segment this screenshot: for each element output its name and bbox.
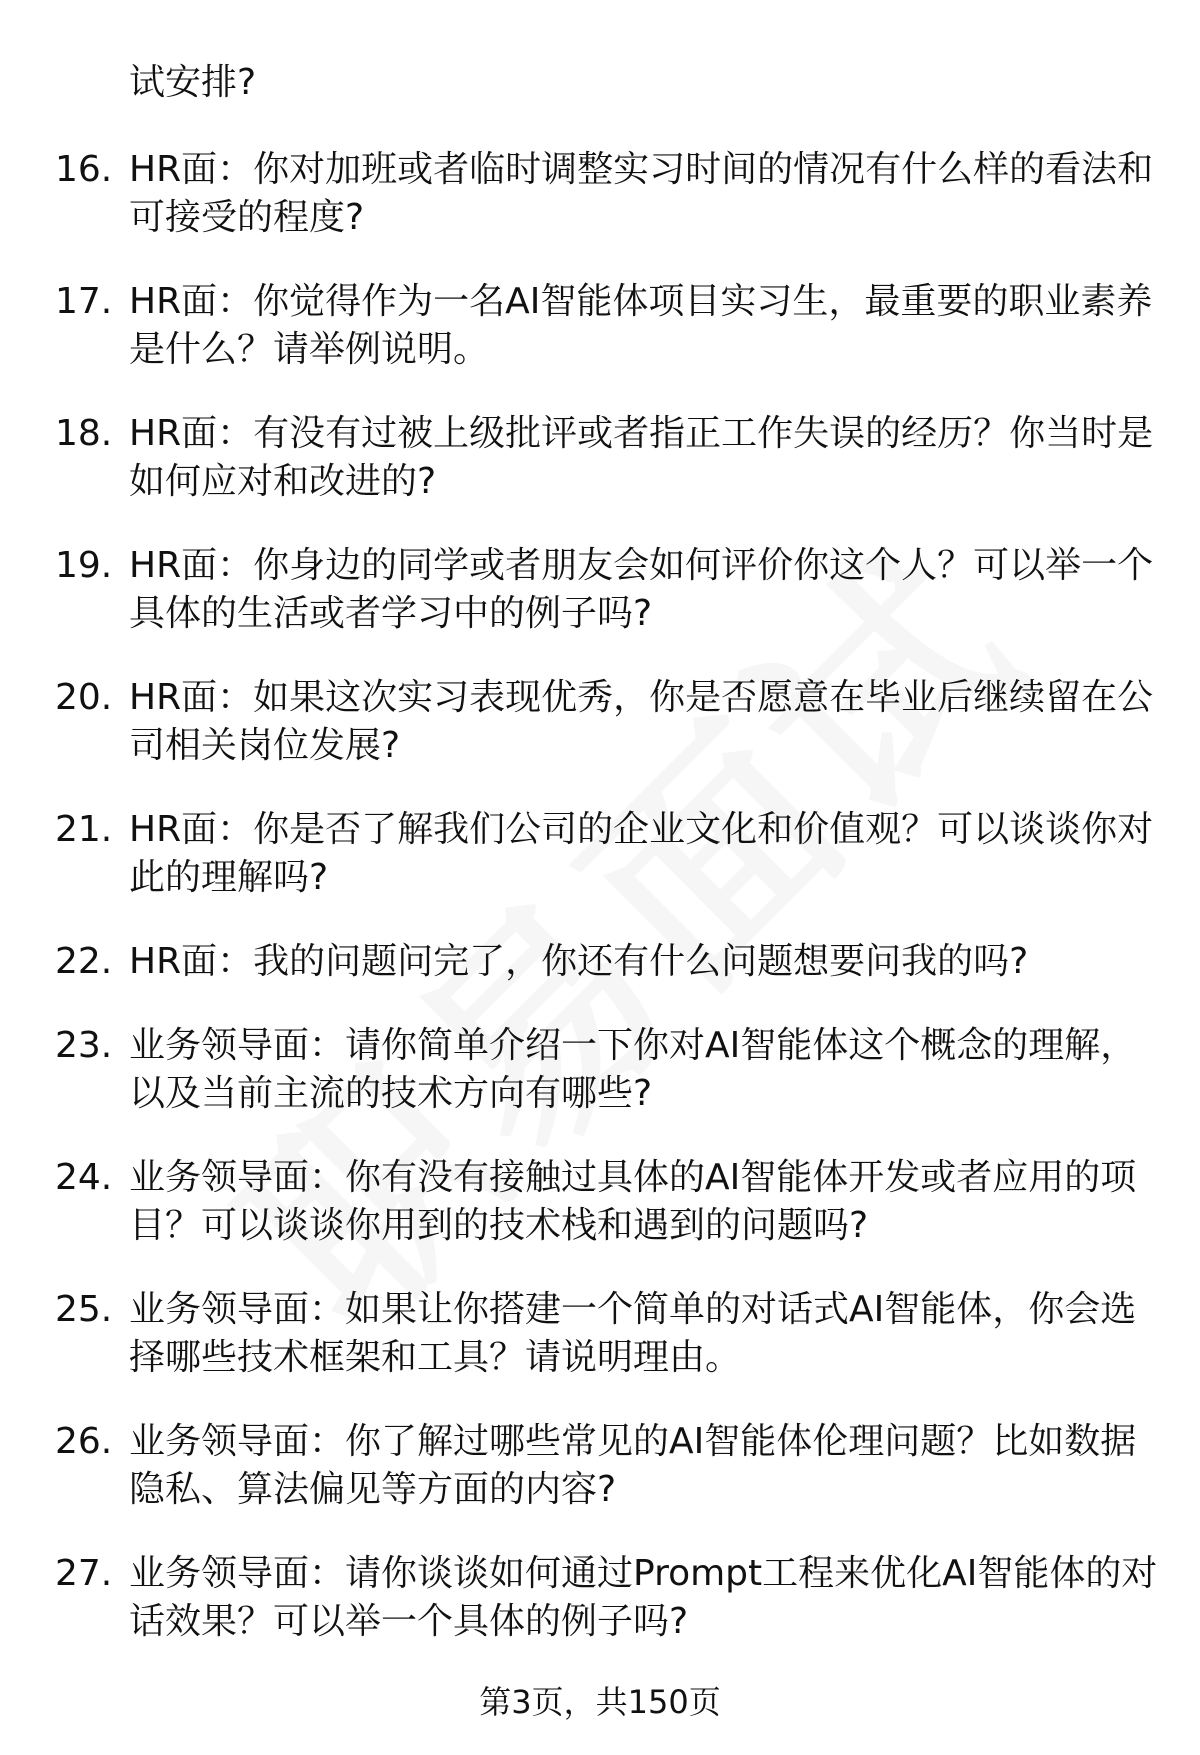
question-item	[0, 278, 1159, 374]
question-text: HR面：你身边的同学或者朋友会如何评价你这个人？可以举一个具体的生活或者学习中的例子吗?	[129, 545, 1154, 634]
question-item	[0, 1550, 1159, 1646]
question-number: 21.	[55, 809, 113, 850]
question-item	[0, 1154, 1159, 1250]
question-text: 业务领导面：你了解过哪些常见的AI智能体伦理问题？比如数据隐私、算法偏见等方面的内容?	[129, 1421, 1137, 1510]
question-number: 22.	[55, 941, 113, 982]
question-text: 业务领导面：如果让你搭建一个简单的对话式AI智能体，你会选择哪些技术框架和工具？请说明理由。	[129, 1289, 1137, 1378]
question-text: HR面：你是否了解我们公司的企业文化和价值观？可以谈谈你对此的理解吗?	[129, 809, 1154, 898]
page-number-footer: 第3页，共150页	[479, 1683, 721, 1721]
question-text: 业务领导面：请你简单介绍一下你对AI智能体这个概念的理解，以及当前主流的技术方向有哪些?	[129, 1025, 1137, 1114]
question-text: HR面：你觉得作为一名AI智能体项目实习生，最重要的职业素养是什么？请举例说明。	[129, 281, 1153, 370]
question-text: 业务领导面：你有没有接触过具体的AI智能体开发或者应用的项目？可以谈谈你用到的技术栈和遇到的问题吗?	[129, 1157, 1137, 1246]
question-number: 25.	[55, 1289, 113, 1330]
question-number: 27.	[55, 1553, 113, 1594]
question-number: 20.	[55, 677, 113, 718]
question-number: 26.	[55, 1421, 113, 1462]
question-number: 18.	[55, 413, 113, 454]
question-item	[0, 1022, 1159, 1118]
question-text: 业务领导面：请你谈谈如何通过Prompt工程来优化AI智能体的对话效果？可以举一个具体的例子吗?	[129, 1553, 1158, 1642]
question-text: HR面：有没有过被上级批评或者指正工作失误的经历？你当时是如何应对和改进的?	[129, 413, 1154, 502]
question-item	[0, 410, 1159, 506]
question-number: 24.	[55, 1157, 113, 1198]
continued-question-text: 试安排?	[129, 62, 257, 103]
question-item	[0, 674, 1159, 770]
question-text: HR面：我的问题问完了，你还有什么问题想要问我的吗?	[129, 941, 1029, 982]
question-number: 16.	[55, 149, 113, 190]
question-number: 23.	[55, 1025, 113, 1066]
question-item	[0, 542, 1159, 638]
question-text: HR面：如果这次实习表现优秀，你是否愿意在毕业后继续留在公司相关岗位发展?	[129, 677, 1154, 766]
question-item	[0, 1418, 1159, 1514]
question-item	[0, 146, 1159, 242]
question-number: 19.	[55, 545, 113, 586]
question-list	[0, 146, 1200, 1682]
question-item	[0, 806, 1159, 902]
question-item	[0, 938, 1159, 986]
question-text: HR面：你对加班或者临时调整实习时间的情况有什么样的看法和可接受的程度?	[129, 149, 1154, 238]
question-number: 17.	[55, 281, 113, 322]
question-item	[0, 1286, 1159, 1382]
